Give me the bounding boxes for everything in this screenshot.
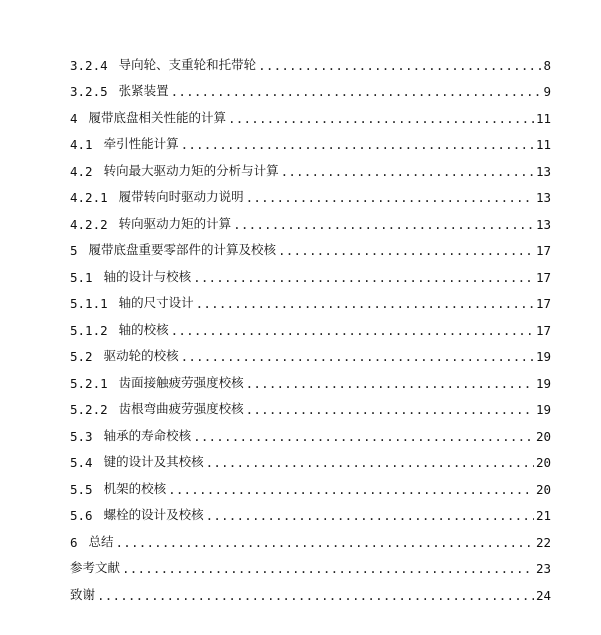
toc-entry-4[interactable]	[70, 152, 551, 179]
toc-leader-dots	[228, 111, 534, 126]
toc-entry-title: 总结	[88, 533, 114, 549]
toc-entry-title: 参考文献	[70, 560, 121, 575]
table-of-contents	[70, 46, 551, 603]
toc-entry-page: 22	[535, 534, 551, 550]
toc-leader-dots	[246, 402, 534, 417]
toc-leader-dots	[206, 508, 534, 523]
toc-entry-title: 齿根弯曲疲劳强度校核	[118, 401, 244, 416]
toc-entry-number: 4.2	[70, 163, 93, 179]
toc-leader-dots	[193, 429, 534, 444]
toc-entry-title: 转向最大驱动力矩的分析与计算	[103, 162, 279, 178]
toc-leader-dots	[122, 561, 534, 576]
toc-leader-dots	[116, 535, 534, 550]
toc-entry-page: 23	[535, 561, 551, 576]
toc-entry-title: 履带底盘重要零部件的计算及校核	[88, 242, 277, 257]
toc-entry-number: 4.2.2	[70, 216, 108, 232]
toc-entry-page: 11	[535, 137, 551, 152]
toc-entry-page: 20	[535, 481, 551, 497]
toc-entry-17[interactable]	[70, 497, 551, 524]
toc-entry-number: 5.1	[70, 269, 93, 285]
toc-entry-page: 17	[535, 269, 551, 285]
toc-entry-number: 4.2.1	[70, 190, 108, 205]
toc-entry-page: 20	[535, 455, 551, 470]
toc-entry-title: 导向轮、支重轮和托带轮	[118, 56, 257, 72]
toc-entry-number: 3.2.5	[70, 84, 108, 99]
toc-entry-title: 轴承的寿命校核	[103, 427, 192, 443]
toc-entry-title: 牵引性能计算	[103, 136, 179, 151]
toc-entry-number: 6	[70, 534, 78, 550]
toc-entry-page: 20	[535, 428, 551, 444]
toc-entry-9[interactable]	[70, 285, 551, 312]
toc-leader-dots	[281, 164, 534, 179]
toc-leader-dots	[181, 137, 534, 152]
toc-entry-number: 5.1.1	[70, 296, 108, 311]
toc-leader-dots	[246, 190, 534, 205]
toc-entry-number: 5	[70, 243, 78, 258]
toc-leader-dots	[171, 84, 542, 99]
toc-entry-title: 驱动轮的校核	[103, 348, 179, 363]
toc-entry-page: 13	[535, 216, 551, 232]
toc-entry-page: 8	[543, 57, 551, 73]
toc-entry-12[interactable]	[70, 364, 551, 391]
toc-entry-13[interactable]	[70, 391, 551, 418]
toc-entry-number: 4	[70, 110, 78, 126]
toc-entry-8[interactable]	[70, 258, 551, 285]
toc-entry-1[interactable]	[70, 73, 551, 100]
toc-entry-title: 履带转向时驱动力说明	[118, 189, 244, 204]
toc-entry-title: 机架的校核	[103, 480, 167, 496]
toc-entry-number: 5.5	[70, 481, 93, 497]
toc-entry-15[interactable]	[70, 444, 551, 471]
toc-entry-page: 11	[535, 110, 551, 126]
toc-leader-dots	[278, 243, 534, 258]
toc-entry-title: 张紧装置	[118, 83, 169, 98]
toc-leader-dots	[97, 588, 534, 603]
toc-entry-0[interactable]	[70, 46, 551, 73]
toc-entry-page: 21	[535, 508, 551, 523]
toc-entry-title: 转向驱动力矩的计算	[118, 215, 232, 231]
toc-entry-number: 5.2.2	[70, 402, 108, 417]
toc-entry-page: 19	[535, 349, 551, 364]
toc-entry-number: 3.2.4	[70, 57, 108, 73]
toc-entry-number: 5.2.1	[70, 375, 108, 391]
toc-leader-dots	[206, 455, 534, 470]
toc-entry-page: 19	[535, 402, 551, 417]
toc-entry-19[interactable]	[70, 550, 551, 577]
toc-leader-dots	[168, 482, 534, 497]
toc-entry-page: 17	[535, 296, 551, 311]
toc-leader-dots	[258, 58, 541, 73]
toc-entry-number: 5.6	[70, 508, 93, 523]
toc-entry-7[interactable]	[70, 232, 551, 259]
toc-entry-16[interactable]	[70, 470, 551, 497]
toc-entry-page: 13	[535, 163, 551, 179]
toc-entry-20[interactable]	[70, 576, 551, 603]
toc-entry-number: 5.4	[70, 455, 93, 470]
toc-entry-number: 4.1	[70, 137, 93, 152]
toc-entry-page: 24	[535, 587, 551, 603]
toc-entry-6[interactable]	[70, 205, 551, 232]
toc-entry-page: 19	[535, 375, 551, 391]
toc-entry-page: 9	[543, 84, 551, 99]
toc-leader-dots	[196, 296, 534, 311]
toc-entry-number: 5.2	[70, 349, 93, 364]
toc-leader-dots	[171, 323, 534, 338]
toc-entry-2[interactable]	[70, 99, 551, 126]
toc-entry-number: 5.1.2	[70, 322, 108, 338]
toc-entry-title: 履带底盘相关性能的计算	[88, 109, 227, 125]
toc-leader-dots	[246, 376, 534, 391]
toc-entry-title: 齿面接触疲劳强度校核	[118, 374, 244, 390]
toc-entry-number: 5.3	[70, 428, 93, 444]
toc-leader-dots	[233, 217, 534, 232]
toc-entry-page: 17	[535, 322, 551, 338]
toc-entry-title: 轴的设计与校核	[103, 268, 192, 284]
toc-entry-title: 致谢	[70, 586, 96, 602]
toc-entry-18[interactable]	[70, 523, 551, 550]
toc-entry-5[interactable]	[70, 179, 551, 206]
toc-entry-title: 螺栓的设计及校核	[103, 507, 204, 522]
toc-entry-3[interactable]	[70, 126, 551, 153]
toc-leader-dots	[181, 349, 534, 364]
toc-leader-dots	[193, 270, 534, 285]
toc-entry-14[interactable]	[70, 417, 551, 444]
toc-entry-title: 轴的校核	[118, 321, 169, 337]
toc-entry-title: 轴的尺寸设计	[118, 295, 194, 310]
toc-entry-title: 键的设计及其校核	[103, 454, 204, 469]
toc-entry-page: 17	[535, 243, 551, 258]
toc-entry-11[interactable]	[70, 338, 551, 365]
toc-entry-10[interactable]	[70, 311, 551, 338]
toc-entry-page: 13	[535, 190, 551, 205]
